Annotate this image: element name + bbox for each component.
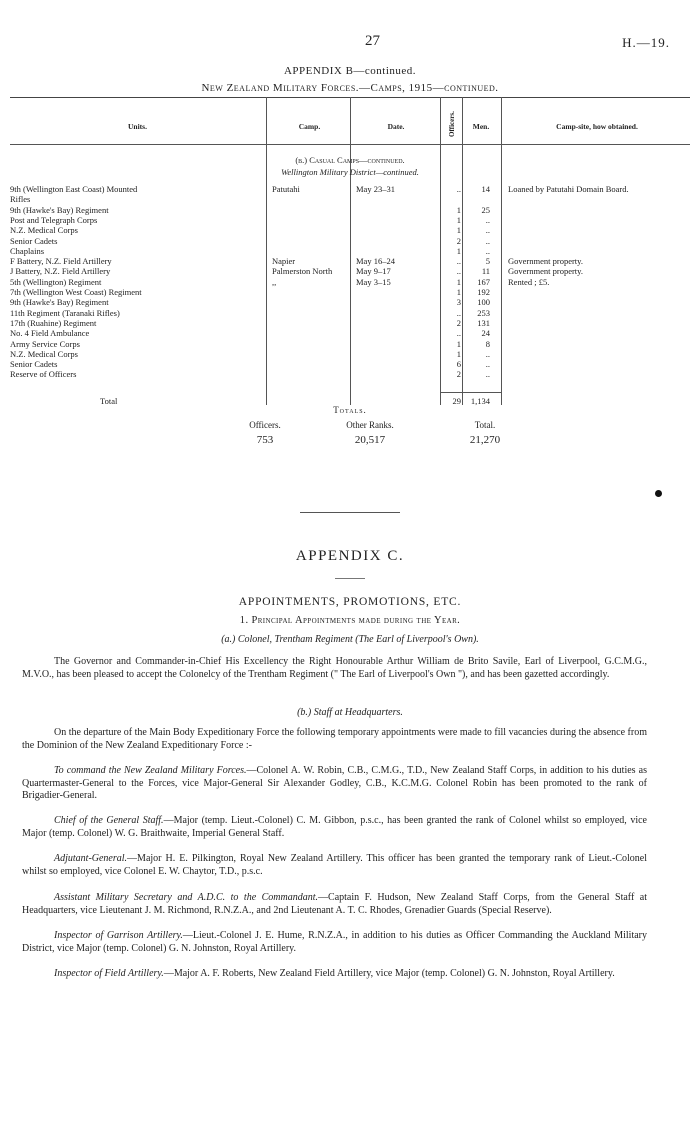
men-cell: 5 — [485, 256, 490, 267]
men-cell: 24 — [481, 328, 490, 339]
table-row — [0, 236, 700, 246]
totals-officers-value: 753 — [256, 434, 274, 446]
table-row — [0, 266, 700, 276]
officers-cell: 2 — [456, 235, 461, 246]
unit-cell: 9th (Hawke's Bay) Regiment — [10, 204, 109, 215]
appointments-heading: APPOINTMENTS, PROMOTIONS, ETC. — [238, 596, 462, 608]
paragraph-a: The Governor and Commander-in-Chief His Excellency the Right Honourable Arthur William de Brito Savile, Earl of Liverpool, G.C.M.G., M.V.O., has been pleased to accept the Colonelcy of the Trentham Regiment (" The Earl of Liverpool's Own "), and has been gazetted accordingly. — [22, 656, 647, 680]
unit-cell: 5th (Wellington) Regiment — [10, 276, 102, 287]
totals-other-label: Other Ranks. — [346, 420, 394, 430]
total-men: 1,134 — [470, 396, 490, 406]
campsite-cell: Government property. — [508, 256, 583, 267]
officers-cell: .. — [456, 328, 461, 339]
unit-cell: Rifles — [10, 194, 31, 205]
officers-cell: .. — [456, 266, 461, 277]
unit-cell: J Battery, N.Z. Field Artillery — [10, 266, 111, 277]
officers-cell: 6 — [456, 359, 461, 370]
appendix-c-title: APPENDIX C. — [295, 548, 405, 564]
officers-cell: 2 — [456, 369, 461, 380]
unit-cell: N.Z. Medical Corps — [10, 225, 78, 236]
total-label: Total — [100, 396, 118, 406]
officers-cell: 1 — [456, 225, 461, 236]
paragraph-field-artillery: Inspector of Field Artillery.—Major A. F. Roberts, New Zealand Field Artillery, vice Major (temp. Colonel) G. N. Johnston, Royal Artillery. — [54, 968, 615, 979]
paragraph-garrison-artillery: Inspector of Garrison Artillery.—Lieut.-Colonel J. E. Hume, R.N.Z.A., in addition to his duties as Officer Commanding the Auckland Military District, vice Major (temp. Colonel) G. N. Johnston, Royal Artillery. — [22, 930, 647, 954]
totals-total-value: 21,270 — [469, 434, 501, 446]
table-row — [0, 297, 700, 307]
table-row — [0, 339, 700, 349]
men-cell: .. — [485, 359, 490, 370]
unit-cell: 11th Regiment (Taranaki Rifles) — [10, 307, 120, 318]
officers-cell: 1 — [456, 214, 461, 225]
document-reference: H.—19. — [622, 35, 670, 50]
col-header-officers: Officers. — [448, 111, 456, 137]
paragraph-military-secretary: Assistant Military Secretary and A.D.C. to the Commandant.—Captain F. Hudson, New Zealand Staff Corps, from the General Staff at Headquarters, vice Lieutenant J. M. Richmond, R.N.Z.A., and 2nd Lieutenant A. T. C. Rhodes, Grenadier Guards (Special Reserve). — [22, 892, 647, 916]
men-cell: 14 — [481, 184, 490, 194]
table-row — [0, 246, 700, 256]
camp-cell: ,, — [272, 276, 277, 287]
officers-cell: 1 — [456, 245, 461, 256]
paragraph-chief-of-staff: Chief of the General Staff.—Major (temp. Lieut.-Colonel) C. M. Gibbon, p.s.c., has been granted the rank of Colonel whilst so employed, vice Major (temp. Colonel) W. G. Braithwaite, Imperial General Staff. — [22, 815, 648, 839]
unit-cell: 9th (Wellington East Coast) Mounted — [10, 184, 138, 194]
officers-cell: .. — [456, 256, 461, 267]
date-cell: May 3–15 — [356, 276, 391, 287]
men-cell: .. — [485, 245, 490, 256]
men-cell: 100 — [477, 297, 490, 308]
short-rule — [335, 578, 365, 579]
unit-cell: Chaplains — [10, 245, 44, 256]
date-cell: May 23–31 — [356, 184, 395, 194]
unit-cell: Senior Cadets — [10, 235, 58, 246]
campsite-cell: Rented ; £5. — [508, 276, 550, 287]
officers-cell: 1 — [456, 276, 461, 287]
men-cell: 8 — [485, 338, 490, 349]
unit-cell: Reserve of Officers — [10, 369, 77, 380]
col-header-units: Units. — [128, 122, 147, 131]
paragraph-b1: On the departure of the Main Body Expeditionary Force the following temporary appointments were made to fill vacancies during the absence from the Dominion of the New Zealand Expeditionary Force :- — [22, 727, 647, 751]
ink-spot — [655, 490, 662, 497]
table-row — [0, 256, 700, 266]
table-row — [0, 349, 700, 359]
table-row — [0, 215, 700, 225]
table-row — [0, 287, 700, 297]
subheading-a: (a.) Colonel, Trentham Regiment (The Earl of Liverpool's Own). — [221, 634, 479, 645]
table-row — [0, 184, 700, 194]
table-row — [0, 318, 700, 328]
officers-cell: .. — [456, 184, 461, 194]
total-rule — [441, 392, 501, 393]
men-cell: .. — [485, 235, 490, 246]
men-cell: .. — [485, 348, 490, 359]
unit-cell: No. 4 Field Ambulance — [10, 328, 90, 339]
men-cell: .. — [485, 214, 490, 225]
officers-cell: 1 — [456, 204, 461, 215]
men-cell: 167 — [477, 276, 490, 287]
col-header-camp: Camp. — [298, 122, 321, 131]
table-row — [0, 359, 700, 369]
totals-total-label: Total. — [474, 420, 496, 430]
unit-cell: Army Service Corps — [10, 338, 80, 349]
unit-cell: 17th (Ruahine) Regiment — [10, 317, 97, 328]
officers-cell: .. — [456, 307, 461, 318]
table-row — [0, 277, 700, 287]
men-cell: .. — [485, 369, 490, 380]
camp-cell: Patutahi — [272, 184, 300, 194]
page-number: 27 — [365, 33, 380, 49]
camp-cell: Napier — [272, 256, 296, 267]
section-title: (b.) Casual Camps—continued. — [295, 155, 405, 165]
unit-cell: F Battery, N.Z. Field Artillery — [10, 256, 112, 267]
men-cell: 11 — [481, 266, 490, 277]
totals-heading: Totals. — [333, 405, 367, 415]
unit-cell: 7th (Wellington West Coast) Regiment — [10, 287, 142, 297]
col-header-men: Men. — [472, 122, 490, 131]
separator-rule — [300, 512, 400, 513]
table-row — [0, 194, 700, 204]
section-1-heading: 1. Principal Appointments made during the Year. — [239, 615, 461, 626]
men-cell: 253 — [477, 307, 490, 318]
total-officers: 29 — [452, 396, 461, 406]
officers-cell: 2 — [456, 317, 461, 328]
unit-cell: N.Z. Medical Corps — [10, 348, 78, 359]
table-row — [0, 308, 700, 318]
table-title: New Zealand Military Forces.—Camps, 1915—continued. — [201, 82, 499, 94]
col-header-campsite: Camp-site, how obtained. — [556, 122, 638, 131]
unit-cell: Post and Telegraph Corps — [10, 214, 98, 225]
district-title: Wellington Military District—continued. — [281, 167, 419, 177]
table-row — [0, 328, 700, 338]
officers-cell: 1 — [456, 348, 461, 359]
table-row — [0, 205, 700, 215]
officers-cell: 1 — [456, 338, 461, 349]
col-header-date: Date. — [387, 122, 405, 131]
unit-cell: Senior Cadets — [10, 359, 58, 370]
totals-officers-label: Officers. — [249, 420, 281, 430]
men-cell: .. — [485, 225, 490, 236]
paragraph-adjutant-general: Adjutant-General.—Major H. E. Pilkington, Royal New Zealand Artillery. This officer has been granted the temporary rank of Lieut.-Colonel whilst so employed, vice Colonel E. W. Chaytor, T.D., p.s.c. — [22, 853, 647, 877]
subheading-b: (b.) Staff at Headquarters. — [297, 707, 403, 718]
officers-cell: 1 — [456, 287, 461, 297]
appendix-b-heading: APPENDIX B—continued. — [283, 65, 417, 77]
campsite-cell: Loaned by Patutahi Domain Board. — [508, 184, 629, 194]
table-row — [0, 225, 700, 235]
table-row — [0, 369, 700, 379]
totals-other-value: 20,517 — [354, 434, 386, 446]
men-cell: 192 — [477, 287, 490, 297]
camp-cell: Palmerston North — [272, 266, 333, 277]
men-cell: 25 — [481, 204, 490, 215]
date-cell: May 9–17 — [356, 266, 391, 277]
men-cell: 131 — [477, 317, 490, 328]
unit-cell: 9th (Hawke's Bay) Regiment — [10, 297, 109, 308]
date-cell: May 16–24 — [356, 256, 395, 267]
paragraph-commander: To command the New Zealand Military Forces.—Colonel A. W. Robin, C.B., C.M.G., T.D., New Zealand Staff Corps, in addition to his duties as Quartermaster-General to the Forces, vice Major-General Sir Alexander Godley, C.B., K.C.M.G. Colonel Robin has been promoted to the rank of Brigadier-General. — [22, 765, 647, 802]
officers-cell: 3 — [456, 297, 461, 308]
campsite-cell: Government property. — [508, 266, 583, 277]
